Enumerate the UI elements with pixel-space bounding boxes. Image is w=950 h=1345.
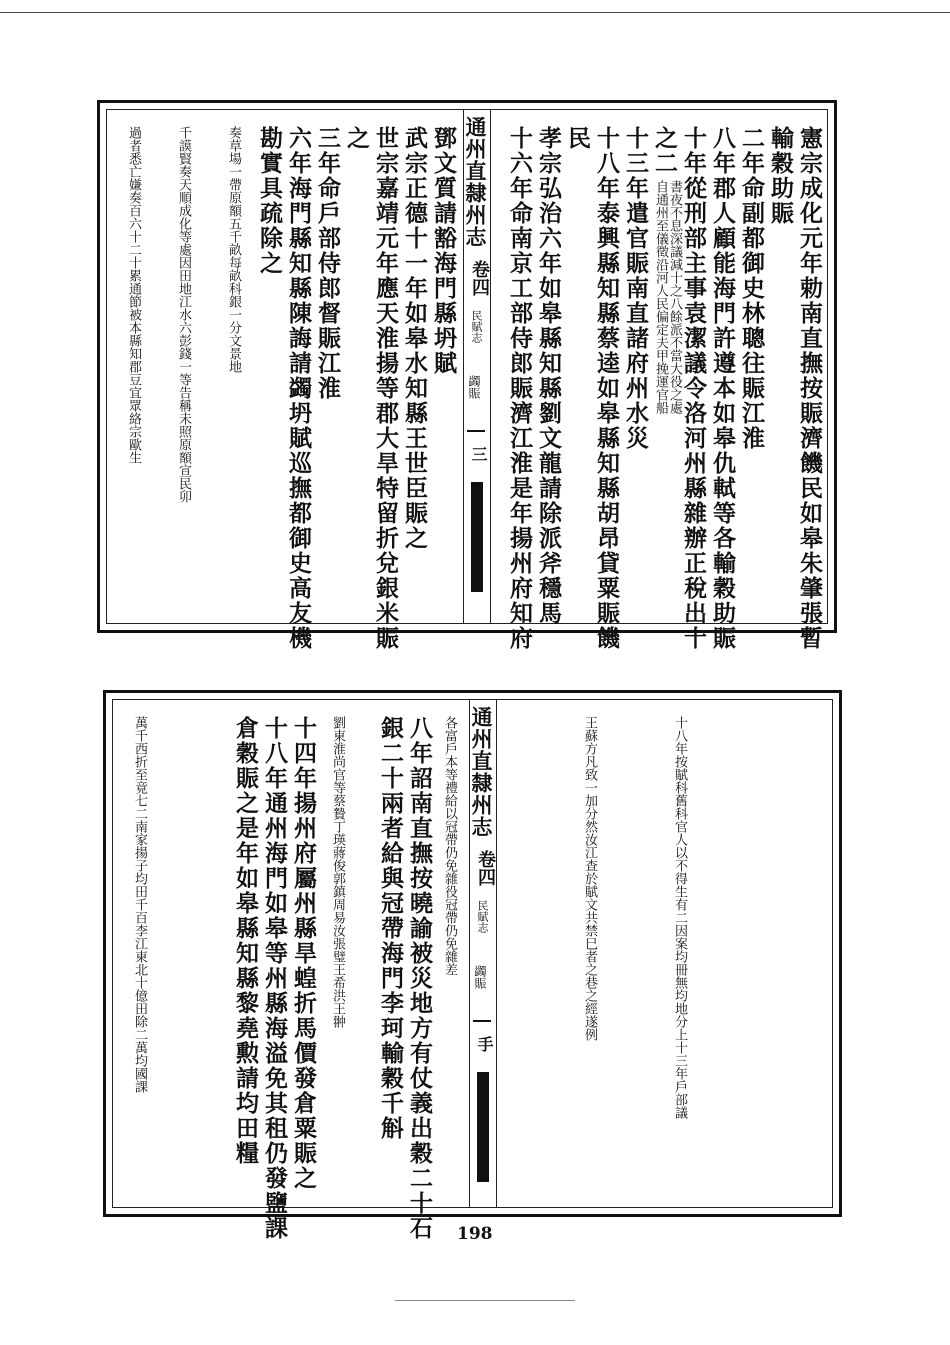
text-column: 十八年通州海門如皋等州縣海溢免其租仍發鹽課	[261, 716, 288, 1241]
spine-leaf: 三	[469, 446, 488, 462]
text-column: 民	[564, 126, 591, 151]
spine-volume: 卷四	[469, 260, 490, 296]
page-number: 198	[457, 1224, 493, 1244]
fish-tail-mark	[473, 1020, 491, 1034]
text-column: 二年命副都御史林聰往賑江淮	[738, 126, 765, 451]
spine-title: 通州直隸州志	[469, 706, 494, 838]
text-column: 十四年揚州府屬州縣旱蝗折馬價發倉粟賑之	[290, 716, 317, 1191]
text-column: 八年詔南直撫按曉諭被災地方有仗義出穀二十石	[406, 716, 433, 1241]
text-column: 之二	[651, 126, 678, 176]
center-spine	[463, 110, 491, 623]
spine-volume: 卷四	[475, 850, 496, 886]
spine-folio: 蠲賑	[473, 965, 487, 989]
commentary-note: 劉東淮尚官等蔡贄丁瑛蔣俊郭鎮周易汝張璧王希洪王翀	[330, 716, 345, 1028]
text-column: 孝宗弘治六年如皋縣知縣劉文龍請除派斧穩馬	[535, 126, 562, 626]
text-column: 六年海門縣知縣陳誨請蠲坍賦巡撫都御史高友機	[285, 126, 312, 651]
spine-section: 民賦志	[470, 310, 483, 343]
bottom-edge-rule	[395, 1300, 575, 1301]
commentary-note: 千謨賢奏天順成化等處因田地江水六彭錢一等告稱未照原額宣民卯	[176, 126, 191, 503]
text-column: 之	[343, 126, 370, 151]
commentary-note: 各富戶本等禮給以冠帶仍免雜役冠帶仍免雜差	[442, 716, 457, 976]
text-column: 三年命戶部侍郎督賑江淮	[314, 126, 341, 401]
spine-folio: 蠲賑	[467, 375, 481, 399]
spine-section: 民賦志	[476, 900, 489, 933]
commentary-note: 自通州至儀徵沿河人民偏定夫甲挽運官船	[653, 180, 668, 414]
commentary-note: 奏草場一帶原額五千畝每畝科銀一分文景地	[226, 126, 241, 373]
top-edge-rule	[0, 12, 950, 13]
text-column: 十八年泰興縣知縣蔡逵如皋縣知縣胡昂貸粟賑饑	[593, 126, 620, 651]
commentary-note: 書夜不息深議減十之八餘派不當大役之處	[667, 180, 682, 414]
text-column: 世宗嘉靖元年應天淮揚等郡大旱特留折兌銀米賑	[372, 126, 399, 651]
page-top-panel	[97, 100, 837, 651]
commentary-note: 王蘇方凡致一加分然汝江查於賦文共禁巳者之巷之經遂例	[582, 716, 597, 1041]
spine-title: 通州直隸州志	[463, 116, 488, 248]
commentary-note: 過者悉亡嫌奏百六十二十累通節被本縣知郡豆宜眾絡宗歐生	[126, 126, 141, 464]
text-column: 十年從刑部主事袁潔議令洛河州縣雜辦正稅出十	[680, 126, 707, 651]
center-spine	[469, 700, 497, 1207]
spine-black-bar	[477, 1072, 489, 1182]
text-column: 銀二十兩者給與冠帶海門李珂輸穀千斛	[377, 716, 404, 1141]
spine-leaf: 手	[475, 1036, 494, 1052]
text-column: 勘實具疏除之	[256, 126, 283, 276]
text-column: 鄧文質請豁海門縣坍賦	[430, 126, 457, 376]
text-column: 八年郡人顧能海門許遵本如皋仇軾等各輸穀助賑	[709, 126, 736, 651]
text-column: 武宗正德十一年如皋水知縣王世臣賑之	[401, 126, 428, 551]
commentary-note: 萬千西折至竟七二南家揚子均田千百李江東北十億田除二萬均國課	[132, 716, 147, 1093]
commentary-note: 十八年按賦科舊科官人以不得生有二因案均冊無均地分上十三年戶部議	[672, 716, 687, 1119]
text-column: 憲宗成化元年勅南直撫按賑濟饑民如皋朱肇張暫	[796, 126, 823, 651]
text-frame	[106, 109, 828, 651]
spine-black-bar	[471, 482, 483, 592]
text-column: 倉穀賑之是年如皋縣知縣黎堯勲請均田糧	[232, 716, 259, 1166]
text-column: 十三年遣官賑南直諸府州水災	[622, 126, 649, 451]
fish-tail-mark	[467, 430, 485, 444]
text-column: 十六年命南京工部侍郎賑濟江淮是年揚州府知府	[506, 126, 533, 651]
text-column: 輸穀助賑	[767, 126, 794, 226]
